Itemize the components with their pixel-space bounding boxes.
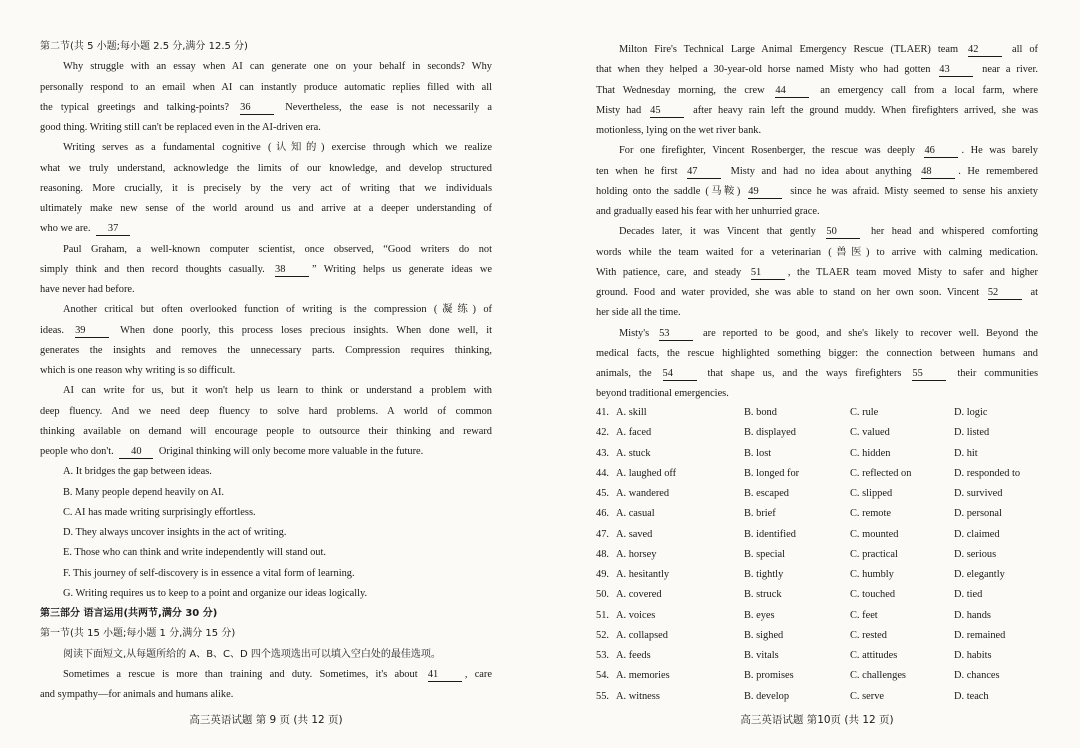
text-line (40, 503, 492, 523)
choice-row (596, 666, 1038, 686)
option-c: C. remote (850, 508, 891, 520)
text-segment: Misty and had no idea about anything (724, 165, 919, 177)
text-line (40, 604, 492, 624)
text-segment: since he was afraid. Misty seemed to sense his anxiety (785, 185, 1038, 197)
text-line (596, 263, 1038, 283)
text-segment: generates the insights and removes the unnecessary parts. Compression requires thinking, (40, 344, 492, 356)
text-line (596, 384, 1038, 404)
text-line (40, 645, 492, 665)
text-line (596, 60, 1038, 80)
option-a: A. collapsed (616, 629, 668, 641)
blank-number: 48 (921, 166, 955, 179)
text-segment: at (1024, 287, 1038, 298)
blank-number: 38 (275, 264, 309, 277)
text-segment: D. They always uncover insights in the act of writing. (63, 527, 287, 538)
text-line (596, 81, 1038, 101)
text-line (40, 179, 492, 199)
choice-row (596, 545, 1038, 565)
option-d: D. responded to (954, 467, 1021, 479)
blank-number: 55 (912, 368, 946, 381)
blank-number: 46 (924, 145, 958, 158)
option-a: A. stuck (616, 447, 651, 459)
blank-number: 36 (240, 102, 274, 115)
blank-number: 43 (939, 64, 973, 77)
text-segment: which is one reason why writing is so difficult. (40, 365, 236, 376)
text-segment: Decades later, it was Vincent that gently (619, 226, 824, 238)
text-line (40, 219, 492, 239)
text-segment: all of (1005, 44, 1038, 55)
question-number: 52. (596, 629, 609, 641)
option-b: B. escaped (744, 488, 790, 499)
text-line (596, 162, 1038, 182)
text-segment: ” Writing helps us generate ideas we (312, 263, 492, 275)
text-segment: people who don't. (40, 446, 117, 457)
blank-number: 51 (751, 267, 785, 280)
text-segment: Writing serves as a fundamental cognitive (认知的) exercise through which we realize (63, 142, 492, 154)
text-line (40, 584, 492, 604)
option-b: B. vitals (744, 650, 779, 661)
option-d: D. remained (954, 629, 1006, 641)
choice-row (596, 687, 1038, 707)
text-segment: 第二节(共 5 小题;每小题 2.5 分,满分 12.5 分) (40, 41, 248, 52)
text-line (596, 202, 1038, 222)
text-line (40, 402, 492, 422)
blank-number: 50 (826, 226, 860, 239)
question-number: 43. (596, 447, 609, 459)
option-c: C. rule (850, 407, 879, 418)
question-number: 48. (596, 548, 609, 560)
question-number: 45. (596, 488, 609, 499)
blank-number: 45 (650, 105, 684, 118)
option-a: A. witness (616, 690, 660, 702)
text-line (40, 624, 492, 644)
text-segment: motionless, lying on the wet river bank. (596, 125, 762, 136)
option-a: A. wandered (616, 488, 670, 499)
choice-row (596, 484, 1038, 504)
text-segment: deep fluency. And we need deep fluency to solve hard problems. A world of common (40, 405, 492, 417)
text-segment: her side all the time. (596, 307, 681, 319)
text-segment: thinking available on demand will encourage people to outsource their thinking and reward (40, 425, 492, 437)
question-number: 55. (596, 690, 609, 702)
option-b: B. longed for (744, 467, 800, 479)
option-d: D. tied (954, 589, 983, 601)
text-segment: F. This journey of self-discovery is in essence a vital form of learning. (63, 567, 355, 579)
question-number: 54. (596, 670, 609, 682)
option-d: D. hit (954, 447, 978, 459)
text-segment: For one firefighter, Vincent Rosenberger, the rescue was deeply (619, 145, 922, 157)
option-c: C. humbly (850, 569, 894, 580)
blank-number: 44 (775, 85, 809, 98)
option-c: C. mounted (850, 528, 899, 540)
choice-row (596, 444, 1038, 464)
option-d: D. teach (954, 690, 989, 702)
text-segment: E. Those who can think and write independently will stand out. (63, 547, 326, 559)
option-d: D. claimed (954, 528, 1000, 540)
option-a: A. skill (616, 407, 647, 418)
text-line (40, 564, 492, 584)
text-line (40, 685, 492, 705)
text-line (40, 442, 492, 462)
text-segment: Nevertheless, the ease is not necessarily a (277, 101, 492, 113)
option-c: C. valued (850, 427, 890, 439)
text-segment: , care (464, 668, 492, 680)
option-a: A. horsey (616, 548, 657, 560)
text-segment: their communities (949, 368, 1038, 379)
text-segment: simply think and then record thoughts casually. (40, 263, 272, 275)
question-number: 44. (596, 467, 609, 479)
text-segment: ten when he first (596, 165, 685, 177)
text-line (596, 243, 1038, 263)
text-segment: ideas. (40, 324, 73, 336)
option-b: B. develop (744, 690, 790, 702)
text-segment: her head and whispered comforting (863, 226, 1038, 238)
option-d: D. hands (954, 609, 991, 621)
text-line (596, 40, 1038, 60)
text-line (40, 665, 492, 685)
choice-row (596, 646, 1038, 666)
option-c: C. touched (850, 589, 896, 601)
blank-number: 39 (75, 325, 109, 338)
option-d: D. habits (954, 650, 992, 661)
text-line (40, 321, 492, 341)
text-segment: . He remembered (958, 165, 1038, 177)
blank-number: 37 (96, 223, 130, 236)
text-line (596, 182, 1038, 202)
text-segment: Original thinking will only become more valuable in the future. (156, 446, 424, 457)
text-segment: 第一节(共 15 小题;每小题 1 分,满分 15 分) (40, 628, 236, 640)
text-segment: the typical greetings and talking-points? (40, 101, 238, 113)
text-segment: ultimately make new sense of the world around us and arrive at a deeper understanding of (40, 203, 492, 214)
text-line (40, 381, 492, 401)
text-segment: animals, the (596, 368, 660, 379)
text-segment: Misty's (619, 327, 657, 339)
text-segment: Milton Fire's Technical Large Animal Emergency Rescue (TLAER) team (619, 44, 966, 55)
text-segment: A. It bridges the gap between ideas. (63, 466, 212, 478)
text-segment: words while the team waited for a veterinarian (兽医) to arrive with calming medication. (596, 246, 1038, 258)
choice-row (596, 606, 1038, 626)
option-d: D. serious (954, 548, 997, 560)
option-b: B. identified (744, 528, 796, 540)
option-a: A. covered (616, 589, 662, 601)
text-segment: and sympathy—for animals and humans alike. (40, 689, 234, 700)
choice-row (596, 565, 1038, 585)
option-b: B. displayed (744, 427, 796, 439)
text-segment: reasoning. More crucially, it is precisely by the very act of writing that we individuals (40, 182, 492, 194)
text-line (40, 300, 492, 320)
text-line (596, 222, 1038, 242)
text-line (40, 543, 492, 563)
blank-number: 40 (119, 446, 153, 459)
question-number: 51. (596, 609, 609, 621)
text-segment: Misty had (596, 104, 648, 116)
text-segment: ground. Food and water provided, she was able to stand on her own soon. Vincent (596, 287, 985, 298)
text-segment: beyond traditional emergencies. (596, 388, 729, 400)
left-page-footer: 高三英语试题 第 9 页 (共 12 页) (189, 714, 343, 726)
text-line (596, 364, 1038, 384)
text-line (40, 159, 492, 179)
text-line (40, 341, 492, 361)
option-c: C. serve (850, 690, 885, 702)
question-number: 53. (596, 650, 609, 661)
option-a: A. voices (616, 609, 656, 621)
text-segment: that when they helped a 30-year-old horse named Misty who had gotten (596, 64, 937, 76)
option-b: B. brief (744, 508, 776, 520)
text-segment: When done poorly, this process loses precious insights. When done well, it (112, 324, 492, 336)
option-b: B. sighed (744, 629, 784, 641)
text-segment: after heavy rain left the ground muddy. When firefighters arrived, she was (687, 104, 1038, 116)
option-c: C. practical (850, 548, 898, 560)
text-line (596, 283, 1038, 303)
choice-row (596, 585, 1038, 605)
choice-row (596, 403, 1038, 423)
option-a: A. saved (616, 528, 653, 540)
blank-number: 52 (988, 287, 1022, 300)
question-number: 41. (596, 407, 609, 418)
text-line (596, 141, 1038, 161)
text-segment: Sometimes a rescue is more than training and duty. Sometimes, it's about (63, 668, 425, 680)
text-segment: 阅读下面短文,从每题所给的 A、B、C、D 四个选项选出可以填入空白处的最佳选项。 (63, 648, 441, 660)
option-c: C. slipped (850, 488, 893, 499)
text-line (40, 523, 492, 543)
left-page (40, 0, 492, 748)
text-segment: AI can write for us, but it won't help us learn to think or understand a problem with (63, 385, 492, 397)
option-d: D. survived (954, 488, 1003, 499)
text-segment: B. Many people depend heavily on AI. (63, 486, 225, 498)
option-d: D. logic (954, 407, 988, 418)
option-a: A. faced (616, 427, 652, 439)
blank-number: 42 (968, 44, 1002, 57)
option-a: A. memories (616, 670, 670, 682)
text-segment: have never had before. (40, 284, 135, 295)
text-segment: , the TLAER team moved Misty to safer and higher (787, 266, 1038, 278)
right-page-footer: 高三英语试题 第10页 (共 12 页) (740, 714, 894, 726)
text-segment: Paul Graham, a well-known computer scientist, once observed, “Good writers do not (63, 243, 492, 255)
text-segment: are reported to be good, and she's likely to recover well. Beyond the (696, 327, 1038, 339)
text-line (40, 260, 492, 280)
question-number: 50. (596, 589, 609, 601)
choice-row (596, 626, 1038, 646)
option-c: C. reflected on (850, 467, 912, 479)
choice-row (596, 464, 1038, 484)
question-number: 46. (596, 508, 609, 520)
option-c: C. hidden (850, 447, 891, 459)
text-line (40, 57, 492, 77)
option-c: C. rested (850, 629, 887, 641)
question-number: 42. (596, 427, 609, 439)
text-line (40, 199, 492, 219)
text-segment: holding onto the saddle (马鞍) (596, 185, 746, 197)
text-line (40, 118, 492, 138)
option-c: C. feet (850, 609, 878, 621)
option-a: A. hesitantly (616, 569, 670, 580)
text-segment: That Wednesday morning, the crew (596, 84, 773, 96)
blank-number: 53 (659, 328, 693, 341)
text-segment: . He was barely (961, 145, 1038, 157)
text-segment: personally respond to an email when AI can instantly produce automatic replies filled with all (40, 81, 492, 93)
text-line (596, 121, 1038, 141)
text-line (40, 138, 492, 158)
choice-row (596, 504, 1038, 524)
text-segment: 第三部分 语言运用(共两节,满分 30 分) (40, 608, 218, 619)
text-line (40, 462, 492, 482)
text-segment: With patience, care, and steady (596, 266, 748, 278)
option-a: A. feeds (616, 650, 651, 661)
text-segment: G. Writing requires us to keep to a point and organize our ideas logically. (63, 587, 368, 599)
text-line (40, 78, 492, 98)
text-segment: who we are. (40, 223, 94, 235)
blank-number: 49 (748, 186, 782, 199)
question-number: 49. (596, 569, 609, 580)
option-b: B. special (744, 548, 785, 560)
option-d: D. listed (954, 427, 990, 439)
question-number: 47. (596, 528, 609, 540)
option-b: B. lost (744, 447, 772, 459)
text-segment: what we truly understand, acknowledge the limits of our knowledge, and develop structured (40, 162, 492, 174)
text-segment: C. AI has made writing surprisingly effortless. (63, 506, 256, 518)
option-c: C. attitudes (850, 650, 898, 661)
option-d: D. chances (954, 670, 1000, 682)
text-segment: an emergency call from a local farm, where (812, 84, 1038, 96)
option-d: D. personal (954, 508, 1002, 520)
text-segment: near a river. (976, 64, 1038, 76)
option-b: B. bond (744, 407, 777, 418)
text-line (596, 324, 1038, 344)
choice-row (596, 423, 1038, 443)
text-segment: Another critical but often overlooked function of writing is the compression (凝练) of (63, 304, 492, 316)
blank-number: 47 (687, 166, 721, 179)
text-segment: medical facts, the rescue highlighted something bigger: the connection between humans and (596, 347, 1038, 359)
option-b: B. struck (744, 589, 782, 601)
text-segment: that shape us, and the ways firefighters (699, 368, 910, 379)
text-segment: Why struggle with an essay when AI can generate one on your behalf in seconds? Why (63, 61, 492, 73)
text-line (40, 240, 492, 260)
option-a: A. laughed off (616, 467, 677, 479)
text-line (596, 344, 1038, 364)
option-b: B. tightly (744, 569, 784, 580)
text-line (40, 361, 492, 381)
option-b: B. eyes (744, 609, 775, 621)
right-page (596, 0, 1038, 748)
option-d: D. elegantly (954, 569, 1005, 580)
text-segment: good thing. Writing still can't be replaced even in the AI-driven era. (40, 122, 321, 133)
text-segment: and gradually eased his fear with her unhurried grace. (596, 206, 820, 217)
blank-number: 41 (428, 669, 462, 682)
text-line (40, 37, 492, 57)
option-b: B. promises (744, 670, 794, 682)
text-line (40, 98, 492, 118)
text-line (596, 101, 1038, 121)
blank-number: 54 (663, 368, 697, 381)
option-a: A. casual (616, 508, 655, 520)
text-line (40, 422, 492, 442)
text-line (596, 303, 1038, 323)
option-c: C. challenges (850, 670, 906, 682)
text-line (40, 280, 492, 300)
choice-row (596, 525, 1038, 545)
text-line (40, 483, 492, 503)
